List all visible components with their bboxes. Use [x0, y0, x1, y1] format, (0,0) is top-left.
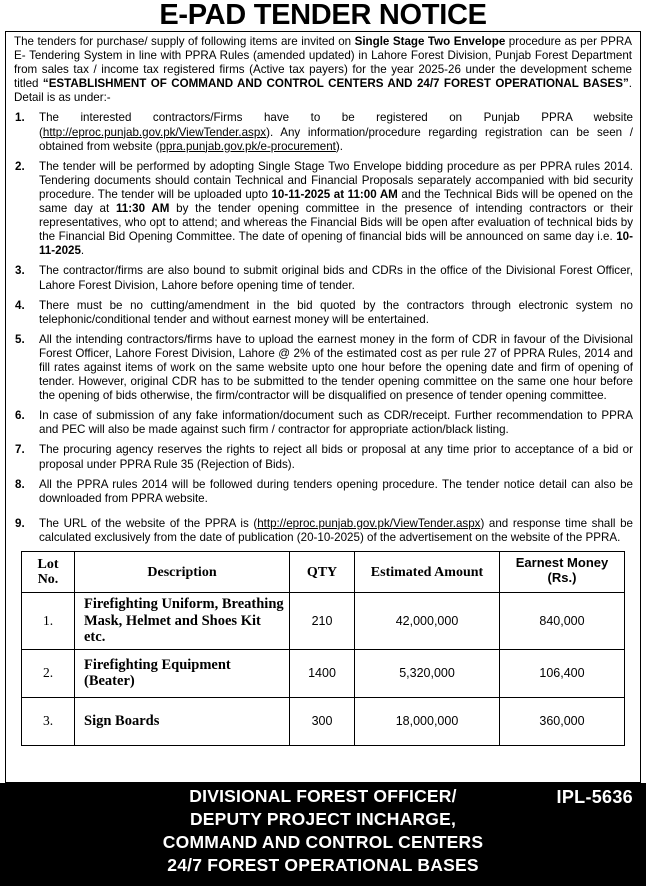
cell-lot-no: 2. — [22, 649, 75, 697]
clause-item — [13, 333, 633, 403]
clause-text — [39, 299, 633, 327]
notice-title-bar — [0, 0, 646, 31]
clause-item — [13, 160, 633, 259]
clause-text — [39, 264, 633, 292]
clause-span: The contractor/firms are also bound to submit original bids and CDRs in the office of the Divisional Forest Officer, Lahore Forest Division, Lahore before opening time of tender. — [39, 264, 633, 292]
notice-footer — [0, 783, 646, 886]
footer-line: DIVISIONAL FOREST OFFICER/ — [189, 786, 457, 806]
clause-text — [39, 160, 633, 259]
lot-table-body — [22, 593, 625, 746]
clause-span: by the tender opening committee in the presence of intending contractors or their representatives, who opt to attend; and whereas the Financial Bids will be open after evaluation of technical bids by the Financial Bid Opening Committee. The date of opening of financial bids will be announced on same day i.e. — [39, 202, 633, 244]
clause-item — [13, 409, 633, 437]
clause-span: The interested contractors/Firms have to be registered on Punjab PPRA website ( — [39, 111, 633, 139]
column-header-description: Description — [75, 552, 290, 593]
intro-text-3: . Detail is as under:- — [14, 77, 632, 105]
clause-link[interactable]: http://eproc.punjab.gov.pk/ViewTender.aspx — [42, 125, 267, 139]
cell-earnest-money: 106,400 — [500, 649, 625, 697]
column-header-qty: QTY — [290, 552, 355, 593]
cell-estimated-amount: 42,000,000 — [355, 593, 500, 650]
table-row — [22, 649, 625, 697]
table-row — [22, 697, 625, 745]
lot-table-header — [22, 552, 625, 593]
cell-lot-no: 1. — [22, 593, 75, 650]
clause-span: All the PPRA rules 2014 will be followed during tenders opening procedure. The tender notice detail can also be downloaded from PPRA website. — [39, 477, 633, 505]
clause-text — [39, 517, 633, 545]
clause-span: ). — [335, 139, 343, 153]
column-header-estimated-amount: Estimated Amount — [355, 552, 500, 593]
reference-code: IPL-5636 — [556, 787, 633, 807]
page-title: E-PAD TENDER NOTICE — [155, 1, 490, 33]
lot-header-line2: No. — [37, 572, 59, 587]
clause-emphasis: 10-11-2025 at 11:00 AM — [271, 187, 398, 201]
clause-text — [39, 443, 633, 471]
clause-text — [39, 111, 633, 153]
cell-description: Firefighting Uniform, Breathing Mask, Helmet and Shoes Kit etc. — [75, 593, 290, 650]
cell-lot-no: 3. — [22, 697, 75, 745]
clause-span: The URL of the website of the PPRA is ( — [39, 516, 258, 530]
clause-item — [13, 264, 633, 292]
column-header-earnest-money: Earnest Money (Rs.) — [500, 552, 625, 593]
clause-span: and the Technical Bids will be opened on the same day at — [39, 187, 633, 216]
clause-item — [13, 299, 633, 327]
clause-span: There must be no cutting/amendment in the bid quoted by the contractors through electronic system no telephonic/conditional tender and without earnest money will be entertained. — [39, 298, 633, 326]
clause-item — [13, 478, 633, 506]
clause-number: 5. — [15, 332, 25, 346]
column-header-lot-no — [22, 552, 75, 593]
clause-emphasis: 10-11-2025 — [39, 230, 633, 258]
clause-item — [13, 517, 633, 545]
clause-number: 8. — [15, 477, 25, 491]
clause-span: The procuring agency reserves the rights to reject all bids or proposal at any time prior to acceptance of a bid or proposal under PPRA Rule 35 (Rejection of Bids). — [39, 443, 633, 471]
clause-span: ). Any information/procedure regarding registration can be seen / obtained from website ( — [39, 125, 633, 153]
clause-item — [13, 111, 633, 153]
cell-qty: 1400 — [290, 649, 355, 697]
cell-qty: 210 — [290, 593, 355, 650]
clause-span: The tender will be performed by adopting Single Stage Two Envelope bidding procedure as per PPRA rules 2014. Tendering documents should contain Technical and Financial Proposals separately accompanied with bid security procedure. The tender will be uploaded upto — [39, 159, 633, 201]
clause-link[interactable]: http://eproc.punjab.gov.pk/ViewTender.aspx — [257, 516, 481, 530]
clause-number: 1. — [15, 111, 25, 125]
intro-bold-2: “ESTABLISHMENT OF COMMAND AND CONTROL CENTERS AND 24/7 FOREST OPERATIONAL BASES” — [42, 77, 629, 91]
clause-text — [39, 333, 633, 403]
intro-text-2: procedure as per PPRA E- Tendering System in line with PPRA Rules (amended updated) in Lahore Forest Division, Punjab Forest Department from sales tax / income tax registered firms (Active tax payers) for the year 2025-26 under the development scheme titled — [14, 35, 632, 91]
cell-estimated-amount: 18,000,000 — [355, 697, 500, 745]
clause-span: In case of submission of any fake information/document such as CDR/receipt. Further recommendation to PPRA and PEC will also be made against such firm / contractor for appropriate action/black listing. — [39, 409, 633, 437]
clause-link[interactable]: ppra.punjab.gov.pk/e-procurement — [159, 139, 336, 153]
clause-text — [39, 409, 633, 437]
intro-paragraph — [13, 35, 633, 105]
clause-span: . — [80, 244, 85, 258]
footer-line: 24/7 FOREST OPERATIONAL BASES — [167, 855, 479, 875]
clause-emphasis: 11:30 AM — [116, 202, 170, 216]
lot-header-line1: Lot — [37, 557, 59, 572]
footer-line: DEPUTY PROJECT INCHARGE, — [189, 809, 457, 829]
clause-list — [13, 111, 633, 545]
clause-number: 4. — [15, 298, 25, 312]
footer-signature-block — [0, 785, 646, 877]
clause-text — [39, 478, 633, 506]
clause-number: 2. — [15, 159, 25, 173]
clause-number: 6. — [15, 409, 25, 423]
cell-description: Firefighting Equipment (Beater) — [75, 649, 290, 697]
notice-content-frame — [5, 31, 641, 783]
cell-earnest-money: 840,000 — [500, 593, 625, 650]
clause-number: 9. — [15, 516, 25, 530]
footer-line: COMMAND AND CONTROL CENTERS — [162, 832, 484, 852]
intro-text-1: The tenders for purchase/ supply of following items are invited on — [14, 35, 355, 48]
clause-span: ) and response time shall be calculated exclusively from the date of publication (20-10-2025) of the advertisement on the website of the PPRA. — [39, 516, 633, 544]
lot-table — [21, 551, 625, 746]
cell-earnest-money: 360,000 — [500, 697, 625, 745]
clause-span: All the intending contractors/firms have to upload the earnest money in the form of CDR in favour of the Divisional Forest Officer, Lahore Forest Division, Lahore @ 2% of the estimated cost as per rule 27 of PPRA Rules, 2014 and fill rates against items of work on the same website upto one hour before the opening date and firm of opening of tender. However, original CDR has to be submitted to the tender opening committee on the same one hour before the opening of bids otherwise, the firm/contractor will be disqualified on presence of tender opening committee. — [39, 332, 633, 403]
intro-bold-1: Single Stage Two Envelope — [354, 35, 506, 48]
table-row — [22, 593, 625, 650]
clause-item — [13, 443, 633, 471]
clause-number: 3. — [15, 264, 25, 278]
cell-estimated-amount: 5,320,000 — [355, 649, 500, 697]
cell-description: Sign Boards — [75, 697, 290, 745]
table-header-row — [22, 552, 625, 593]
cell-qty: 300 — [290, 697, 355, 745]
clause-number: 7. — [15, 443, 25, 457]
